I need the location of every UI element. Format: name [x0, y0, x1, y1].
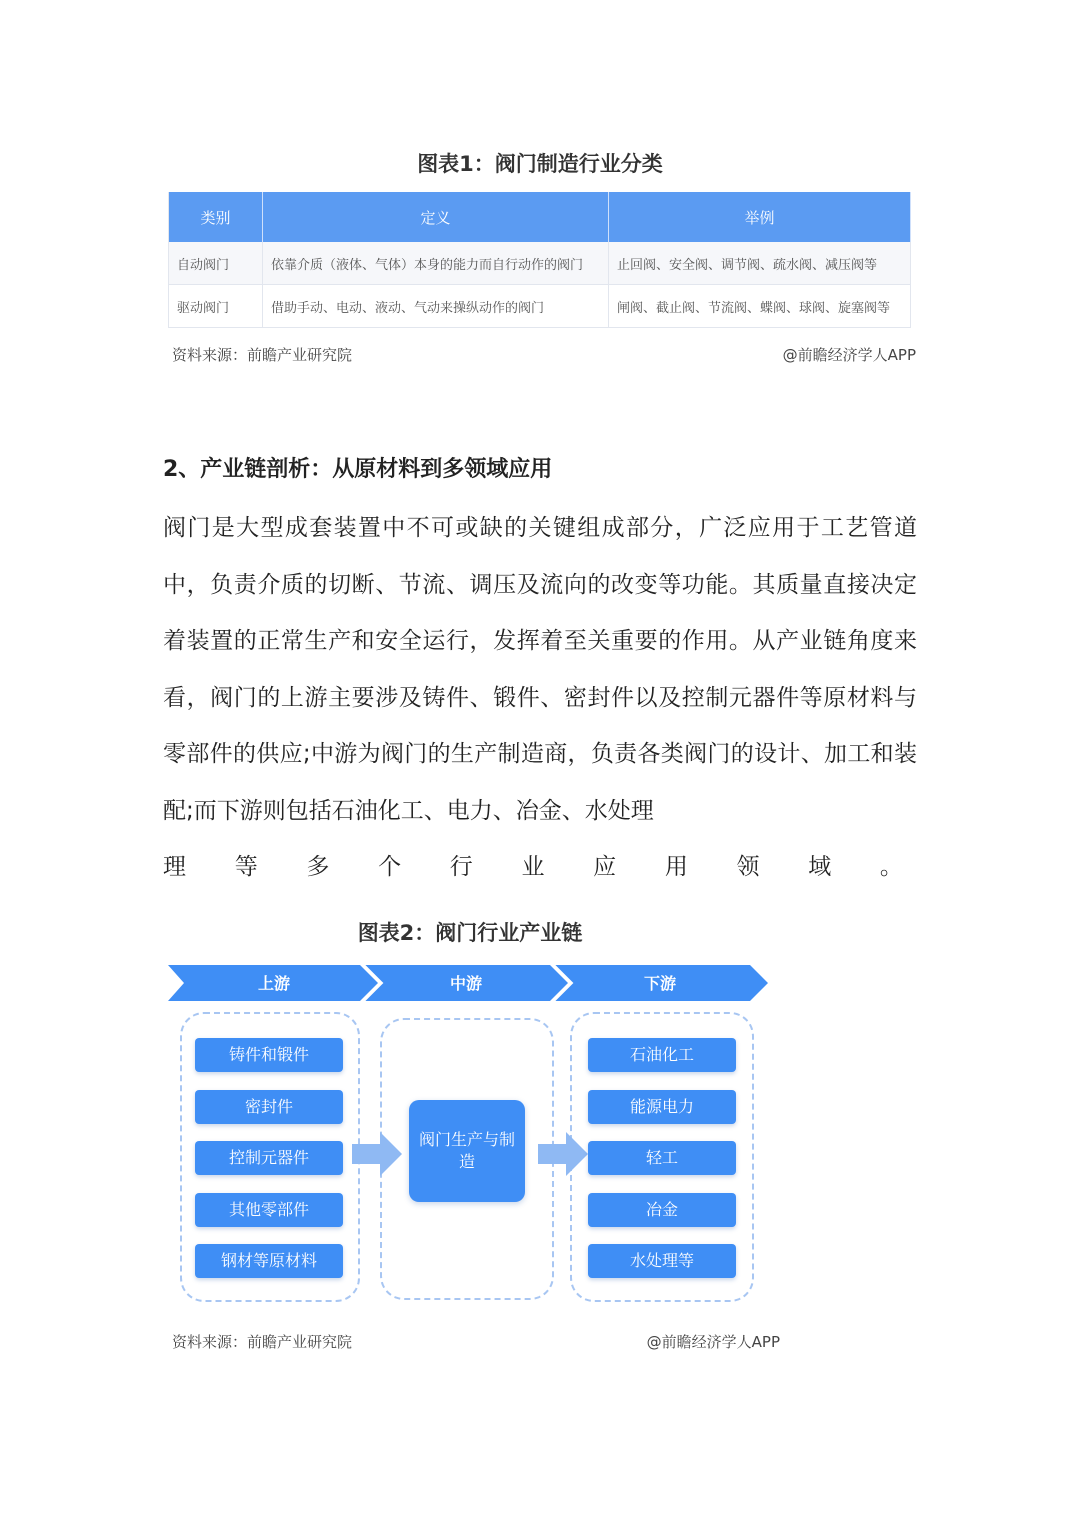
table-header-category: 类别	[169, 192, 263, 242]
last-line-char: 用	[664, 854, 688, 880]
last-line-char: 业	[521, 854, 545, 880]
downstream-item-energy-power: 能源电力	[588, 1090, 736, 1124]
classification-table	[168, 192, 911, 328]
last-line-char: 多	[306, 854, 330, 880]
figure1-source: 资料来源：前瞻产业研究院	[172, 346, 353, 364]
last-line-char: 理	[163, 854, 186, 880]
table-cell: 依靠介质（液体、气体）本身的能力而自行动作的阀门	[263, 242, 609, 285]
body-paragraph	[163, 500, 917, 896]
stage-label-downstream: 下游	[643, 974, 676, 993]
figure2-source: 资料来源：前瞻产业研究院	[172, 1333, 353, 1351]
upstream-item-castings: 铸件和锻件	[195, 1038, 343, 1072]
last-line-char: 应	[593, 854, 617, 880]
midstream-label: 阀门生产与制造	[419, 1130, 516, 1171]
section-heading: 2、产业链剖析：从原材料到多领域应用	[163, 457, 553, 482]
table-cell: 自动阀门	[169, 242, 263, 285]
figure2-credit: @前瞻经济学人APP	[646, 1333, 780, 1351]
table-header-examples: 举例	[609, 192, 911, 242]
stage-label-upstream: 上游	[257, 974, 290, 993]
paragraph-last-line	[163, 839, 903, 896]
table-cell: 止回阀、安全阀、调节阀、疏水阀、减压阀等	[609, 242, 911, 285]
table-header-definition: 定义	[263, 192, 609, 242]
upstream-item-raw-materials: 钢材等原材料	[195, 1244, 343, 1278]
arrow-right-icon	[538, 1132, 588, 1176]
figure1-title: 图表1：阀门制造行业分类	[417, 152, 663, 176]
last-line-char: 等	[234, 854, 258, 880]
upstream-item-seals: 密封件	[195, 1090, 343, 1124]
table-header-row	[169, 192, 911, 242]
table-row	[169, 242, 911, 285]
arrow-right-icon	[352, 1132, 402, 1176]
last-line-char: 行	[449, 854, 473, 880]
last-line-char: 个	[378, 854, 402, 880]
stage-label-midstream: 中游	[449, 974, 482, 993]
downstream-item-light-industry: 轻工	[588, 1141, 736, 1175]
downstream-item-metallurgy: 冶金	[588, 1193, 736, 1227]
last-line-char: 域	[808, 854, 832, 880]
figure1-credit: @前瞻经济学人APP	[782, 346, 916, 364]
upstream-item-control-components: 控制元器件	[195, 1141, 343, 1175]
table-cell: 闸阀、截止阀、节流阀、蝶阀、球阀、旋塞阀等	[609, 285, 911, 328]
figure2-title: 图表2：阀门行业产业链	[357, 921, 583, 945]
downstream-item-water-treatment: 水处理等	[588, 1244, 736, 1278]
midstream-manufacturing	[409, 1100, 525, 1202]
last-line-char: 。	[879, 854, 903, 880]
downstream-item-petrochemical: 石油化工	[588, 1038, 736, 1072]
table-cell: 借助手动、电动、液动、气动来操纵动作的阀门	[263, 285, 609, 328]
table-row	[169, 285, 911, 328]
paragraph-text: 阀门是大型成套装置中不可或缺的关键组成部分，广泛应用于工艺管道中，负责介质的切断、节流、调压及流向的改变等功能。其质量直接决定着装置的正常生产和安全运行，发挥着至关重要的作用。从产业链角度来看，阀门的上游主要涉及铸件、锻件、密封件以及控制元器件等原材料与零部件的供应;中游为阀门的生产制造商，负责各类阀门的设计、加工和装配;而下游则包括石油化工、电力、冶金、水处理	[163, 515, 917, 824]
upstream-item-other-parts: 其他零部件	[195, 1193, 343, 1227]
table-cell: 驱动阀门	[169, 285, 263, 328]
last-line-char: 领	[736, 854, 760, 880]
